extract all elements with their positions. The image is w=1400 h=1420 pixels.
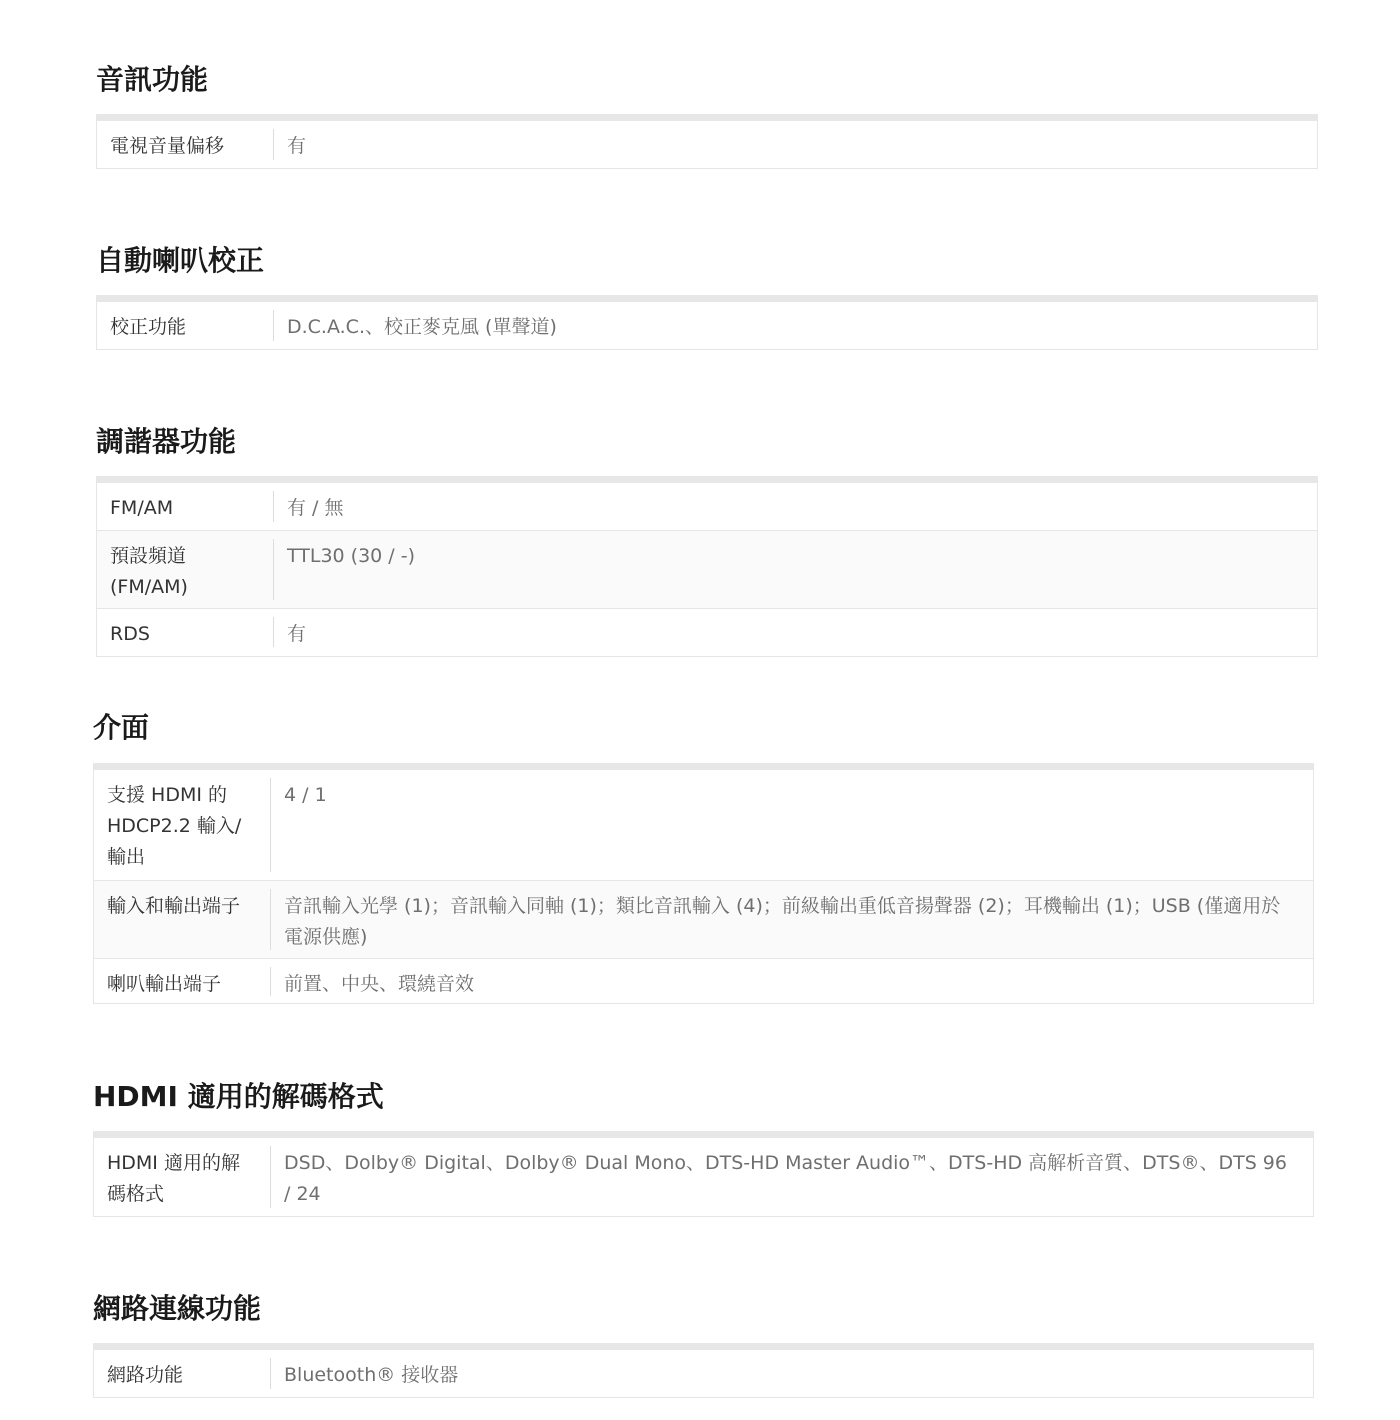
section-title: 介面 [93, 711, 150, 744]
spec-row [94, 1350, 1313, 1397]
spec-section-audio [96, 64, 1318, 170]
spec-label: FM/AM [110, 497, 174, 519]
spec-row [94, 1138, 1313, 1216]
spec-section-network [93, 1293, 1314, 1399]
spec-row [97, 483, 1317, 530]
spec-value: TTL30 (30 / -) [287, 545, 416, 567]
section-title: 自動喇叭校正 [96, 244, 265, 277]
spec-value: 有 / 無 [287, 497, 344, 519]
spec-row [94, 770, 1313, 880]
spec-row [97, 608, 1317, 655]
spec-table [93, 1343, 1314, 1398]
spec-label: 預設頻道 (FM/AM) [110, 545, 188, 598]
spec-value: 音訊輸入光學 (1)；音訊輸入同軸 (1)；類比音訊輸入 (4)；前級輸出重低音揚聲器 (2)；耳機輸出 (1)；USB (僅適用於電源供應) [284, 895, 1281, 948]
spec-row [94, 880, 1313, 958]
section-title: 音訊功能 [96, 63, 209, 96]
spec-section-speaker-calibration [96, 245, 1318, 351]
spec-label: 支援 HDMI 的 HDCP2.2 輸入/輸出 [107, 784, 242, 868]
spec-value: 前置、中央、環繞音效 [284, 973, 475, 995]
spec-table [93, 1131, 1314, 1217]
spec-table [96, 295, 1318, 350]
spec-section-hdmi-decoding [93, 1081, 1314, 1218]
spec-label: 輸入和輸出端子 [107, 895, 241, 917]
spec-section-tuner [96, 426, 1318, 658]
spec-row [94, 958, 1313, 1004]
spec-table [96, 476, 1318, 657]
spec-label: HDMI 適用的解碼格式 [107, 1152, 240, 1205]
spec-value: DSD、Dolby® Digital、Dolby® Dual Mono、DTS-HD Master Audio™、DTS-HD 高解析音質、DTS®、DTS 96 / 24 [284, 1152, 1287, 1205]
spec-table [93, 763, 1314, 1004]
spec-label: 電視音量偏移 [110, 135, 225, 157]
spec-table [96, 114, 1318, 169]
spec-value: 有 [287, 135, 307, 157]
spec-value: D.C.A.C.、校正麥克風 (單聲道) [287, 316, 557, 338]
spec-section-interface [93, 712, 1314, 1005]
spec-row [97, 530, 1317, 608]
spec-row [97, 121, 1317, 168]
spec-label: RDS [110, 623, 150, 645]
spec-label: 網路功能 [107, 1364, 184, 1386]
spec-label: 喇叭輸出端子 [107, 973, 222, 995]
section-title: 網路連線功能 [93, 1292, 262, 1325]
spec-value: Bluetooth® 接收器 [284, 1364, 459, 1386]
section-title: 調諧器功能 [96, 425, 237, 458]
spec-value: 4 / 1 [284, 784, 327, 806]
spec-row [97, 302, 1317, 349]
spec-label: 校正功能 [110, 316, 187, 338]
spec-value: 有 [287, 623, 307, 645]
section-title: HDMI 適用的解碼格式 [93, 1080, 384, 1113]
